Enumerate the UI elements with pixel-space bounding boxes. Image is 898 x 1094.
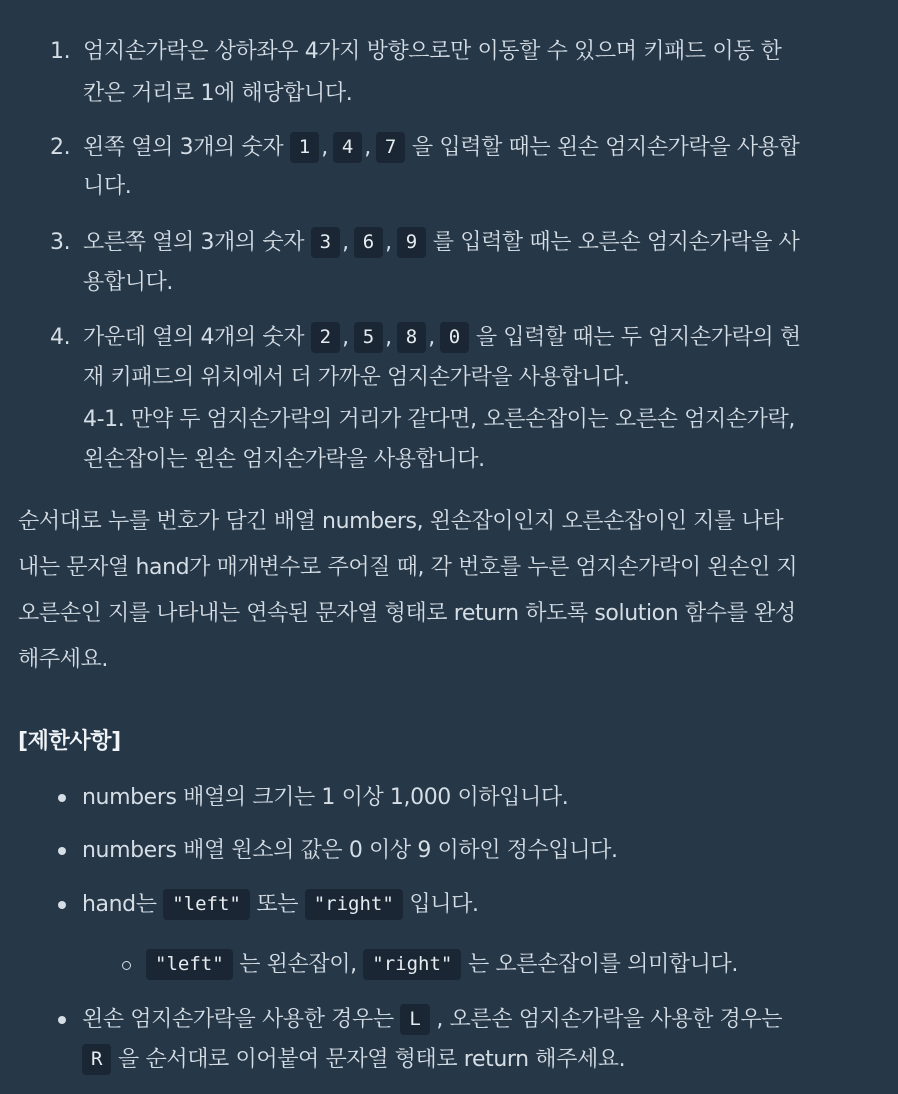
inline-code: R	[82, 1044, 111, 1075]
rule-text: 가운데 열의 4개의 숫자 2 , 5 , 8 , 0 을 입력할 때는 두 엄지손가락의 현	[83, 319, 801, 357]
rule-number: 4.	[50, 325, 71, 350]
constraints-heading: [제한사항]	[18, 729, 121, 754]
description-line: 순서대로 누를 번호가 담긴 배열 numbers, 왼손잡이인지 오른손잡이인 지를 나타	[18, 509, 784, 534]
rule-text: 왼쪽 열의 3개의 숫자 1 , 4 , 7 을 입력할 때는 왼손 엄지손가락을 사용합	[83, 129, 799, 167]
rule-number: 3.	[50, 230, 71, 255]
bullet-circle	[122, 961, 131, 970]
rule-text-pre: 오른쪽 열의 3개의 숫자	[83, 230, 311, 255]
rule-text-pre: 가운데 열의 4개의 숫자	[83, 325, 311, 350]
constraint-text: "left" 는 왼손잡이, "right" 는 오른손잡이를 의미합니다.	[146, 946, 738, 984]
inline-code: "left"	[146, 949, 233, 980]
digit-code: 1	[290, 132, 319, 163]
digit-code: 5	[354, 322, 383, 353]
bullet-dot	[58, 1016, 66, 1024]
digit-code: 7	[376, 132, 405, 163]
constraint-text: numbers 배열 원소의 값은 0 이상 9 이하인 정수입니다.	[82, 838, 618, 863]
bullet-dot	[58, 847, 66, 855]
bullet-dot	[58, 794, 66, 802]
description-line: 오른손인 지를 나타내는 연속된 문자열 형태로 return 하도록 solution 함수를 완성	[18, 601, 796, 626]
rule-number: 2.	[50, 135, 71, 160]
rule-text-post: 를 입력할 때는 오른손 엄지손가락을 사	[426, 230, 800, 255]
digit-code: 2	[311, 322, 340, 353]
rule-text-cont: 용합니다.	[83, 270, 174, 295]
bullet-dot	[58, 901, 66, 909]
rule-text-cont: 칸은 거리로 1에 해당합니다.	[83, 81, 353, 106]
rule-number: 1.	[50, 39, 71, 64]
constraint-text: 왼손 엄지손가락을 사용한 경우는 L , 오른손 엄지손가락을 사용한 경우는	[82, 1001, 782, 1039]
digit-code: 9	[397, 227, 426, 258]
constraint-text: hand는 "left" 또는 "right" 입니다.	[82, 886, 479, 924]
rule-text: 엄지손가락은 상하좌우 4가지 방향으로만 이동할 수 있으며 키패드 이동 한	[83, 39, 782, 64]
digit-code: 0	[440, 322, 469, 353]
inline-code: "right"	[305, 889, 403, 920]
description-line: 해주세요.	[18, 647, 109, 672]
inline-code: "right"	[363, 949, 461, 980]
digit-code: 4	[333, 132, 362, 163]
rule-text: 오른쪽 열의 3개의 숫자 3 , 6 , 9 를 입력할 때는 오른손 엄지손가락을 사	[83, 224, 799, 262]
digit-code: 8	[397, 322, 426, 353]
constraint-text-cont: R 을 순서대로 이어붙여 문자열 형태로 return 해주세요.	[82, 1041, 625, 1079]
rule-subnote-cont: 왼손잡이는 왼손 엄지손가락을 사용합니다.	[83, 447, 485, 472]
digit-code: 3	[311, 227, 340, 258]
description-line: 내는 문자열 hand가 매개변수로 주어질 때, 각 번호를 누른 엄지손가락이 왼손인 지	[18, 555, 798, 580]
rule-text-pre: 왼쪽 열의 3개의 숫자	[83, 135, 290, 160]
inline-code: L	[400, 1004, 429, 1035]
rule-text-cont: 니다.	[83, 174, 132, 199]
inline-code: "left"	[163, 889, 250, 920]
rule-text-cont: 재 키패드의 위치에서 더 가까운 엄지손가락을 사용합니다.	[83, 365, 630, 390]
digit-code: 6	[354, 227, 383, 258]
rule-text-post: 을 입력할 때는 왼손 엄지손가락을 사용합	[405, 135, 800, 160]
rule-subnote: 4-1. 만약 두 엄지손가락의 거리가 같다면, 오른손잡이는 오른손 엄지손가락,	[83, 407, 795, 432]
constraint-text: numbers 배열의 크기는 1 이상 1,000 이하입니다.	[82, 785, 569, 810]
rule-text-post: 을 입력할 때는 두 엄지손가락의 현	[469, 325, 801, 350]
